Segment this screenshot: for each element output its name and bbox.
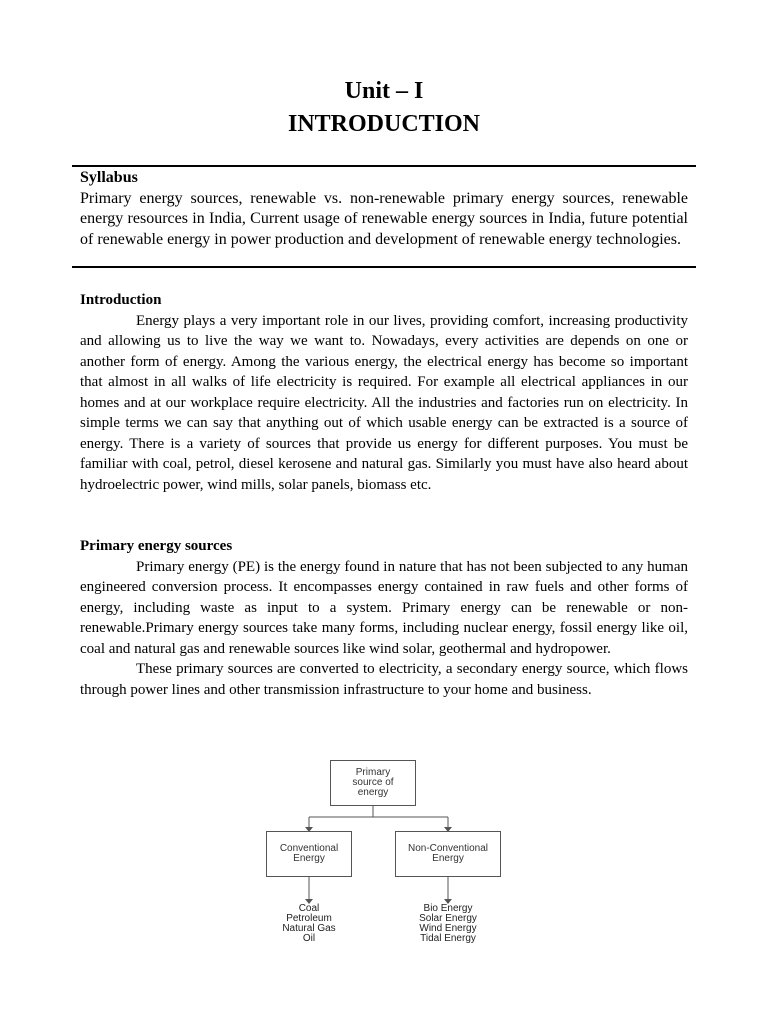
primary-energy-heading: Primary energy sources [80, 538, 233, 554]
primary-energy-paragraph-2: These primary sources are converted to electricity, a secondary energy source, which flows through power lines and other transmission infrastructure to your home and business. [80, 661, 688, 698]
introduction-section [80, 290, 688, 495]
non-conventional-sources-list [398, 904, 498, 944]
list-item: Wind Energy [419, 923, 477, 934]
primary-energy-section [80, 536, 688, 700]
conventional-energy-box [266, 831, 352, 877]
list-item: Petroleum [286, 913, 332, 924]
syllabus-heading: Syllabus [80, 169, 138, 186]
conventional-label-line: Energy [293, 853, 325, 864]
non-conventional-energy-box [395, 831, 501, 877]
energy-sources-diagram [250, 755, 530, 955]
list-item: Bio Energy [423, 903, 473, 914]
page-title: INTRODUCTION [287, 111, 481, 137]
root-label-line: energy [357, 787, 389, 798]
root-label-line: source of [352, 777, 394, 788]
primary-energy-paragraph-1: Primary energy (PE) is the energy found in nature that has not been subjected to any human engineered conversion process. It encompasses energy contained in raw fuels and other forms of energy, including waste as input to a system. Primary energy can be renewable or non-renewable.Primary energy sources take many forms, including nuclear energy, fossil energy like oil, coal and natural gas and renewable sources like wind solar, geothermal and hydropower. [80, 558, 688, 657]
introduction-paragraph: Energy plays a very important role in our lives, providing comfort, increasing productivity and allowing us to live the way we want to. Nowadays, every activities are depends on one or another form of energy. Among the various energy, the electrical energy has become so important that almost in all walks of life electricity is required. For example all electrical appliances in our homes and at our workplace require electricity. All the industries and factories run on electricity. In simple terms we can say that anything out of which usable energy can be extracted is a source of energy. There is a variety of sources that provide us energy for different purposes. You must be familiar with coal, petrol, diesel kerosene and natural gas. Similarly you must have also heard about hydroelectric power, wind mills, solar panels, biomass etc. [80, 312, 688, 493]
primary-source-box [330, 760, 416, 806]
list-item: Oil [302, 933, 316, 944]
non-conventional-label-line: Energy [432, 853, 464, 864]
syllabus-text: Primary energy sources, renewable vs. non-renewable primary energy sources, renewable energy resources in India, Current usage of renewable energy sources in India, future potential of renewable energy in power production and development of renewable energy technologies. [80, 189, 688, 248]
list-item: Natural Gas [282, 923, 336, 934]
introduction-heading: Introduction [80, 292, 162, 308]
conventional-label-line: Conventional [279, 843, 339, 854]
conventional-sources-list [260, 904, 358, 944]
non-conventional-label-line: Non-Conventional [407, 843, 489, 854]
syllabus-box [80, 168, 688, 250]
syllabus-top-rule [72, 165, 696, 167]
list-item: Solar Energy [419, 913, 477, 924]
syllabus-bottom-rule [72, 266, 696, 268]
list-item: Tidal Energy [420, 933, 476, 944]
root-label-line: Primary [355, 767, 391, 778]
list-item: Coal [298, 903, 320, 914]
unit-heading: Unit – I [344, 78, 424, 104]
